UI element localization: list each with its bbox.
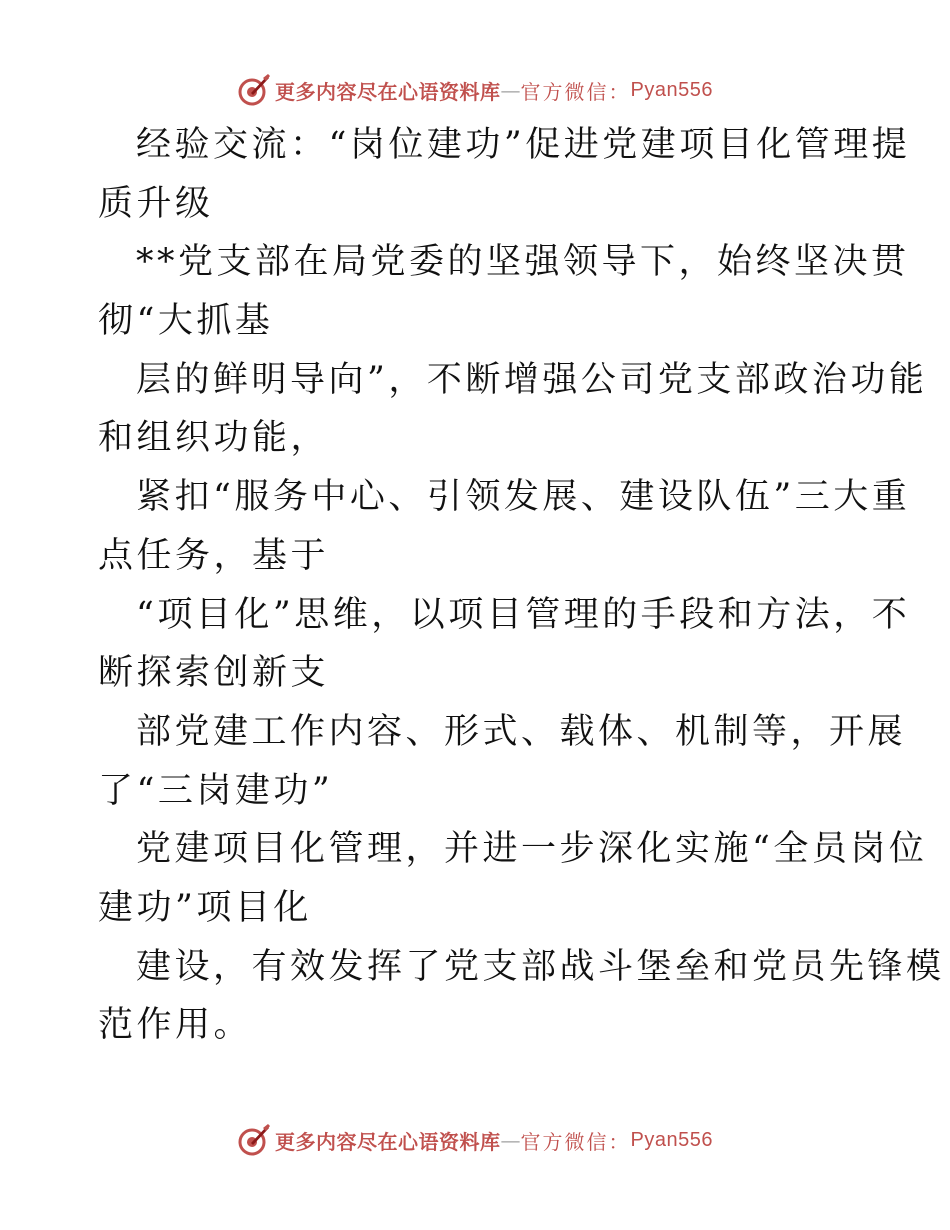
document-line: 质升级 xyxy=(98,183,214,224)
document-line: 范作用。 xyxy=(98,1005,253,1046)
document-line: 了“三岗建功” xyxy=(98,770,334,811)
document-line: 层的鲜明导向”，不断增强公司党支部政治功能 xyxy=(136,359,928,400)
document-line: 和组织功能， xyxy=(98,418,330,459)
footer-watermark xyxy=(0,1120,950,1160)
header-watermark xyxy=(0,70,950,110)
document-line: 点任务，基于 xyxy=(98,535,330,576)
watermark-wechat-label: 官方微信： xyxy=(520,79,631,104)
watermark-wechat-label: 官方微信： xyxy=(520,1129,631,1154)
document-line: 建功”项目化 xyxy=(98,887,312,928)
watermark-site-text: 更多内容尽在心语资料库 xyxy=(275,79,501,104)
watermark-wechat-id: Pyan556 xyxy=(630,1128,713,1151)
document-line: “项目化”思维，以项目管理的手段和方法，不 xyxy=(136,594,911,635)
document-line: 彻“大抓基 xyxy=(98,301,274,342)
document-line: 建设，有效发挥了党支部战斗堡垒和党员先锋模 xyxy=(136,946,945,987)
watermark-separator: — xyxy=(500,78,521,102)
document-line: 紧扣“服务中心、引领发展、建设队伍”三大重 xyxy=(136,477,911,518)
document-line: 断探索创新支 xyxy=(98,653,330,694)
document-line: 部党建工作内容、形式、载体、机制等，开展 xyxy=(136,711,907,752)
watermark-wechat-id: Pyan556 xyxy=(630,78,713,101)
quill-seal-icon xyxy=(237,1123,271,1157)
document-line: 党建项目化管理，并进一步深化实施“全员岗位 xyxy=(136,829,928,870)
watermark-site-text: 更多内容尽在心语资料库 xyxy=(275,1129,501,1154)
watermark-separator: — xyxy=(500,1128,521,1152)
document-line: **党支部在局党委的坚强领导下，始终坚决贯 xyxy=(136,242,910,283)
quill-seal-icon xyxy=(237,73,271,107)
document-line: 经验交流：“岗位建功”促进党建项目化管理提 xyxy=(136,125,911,165)
document-body xyxy=(98,116,945,1055)
